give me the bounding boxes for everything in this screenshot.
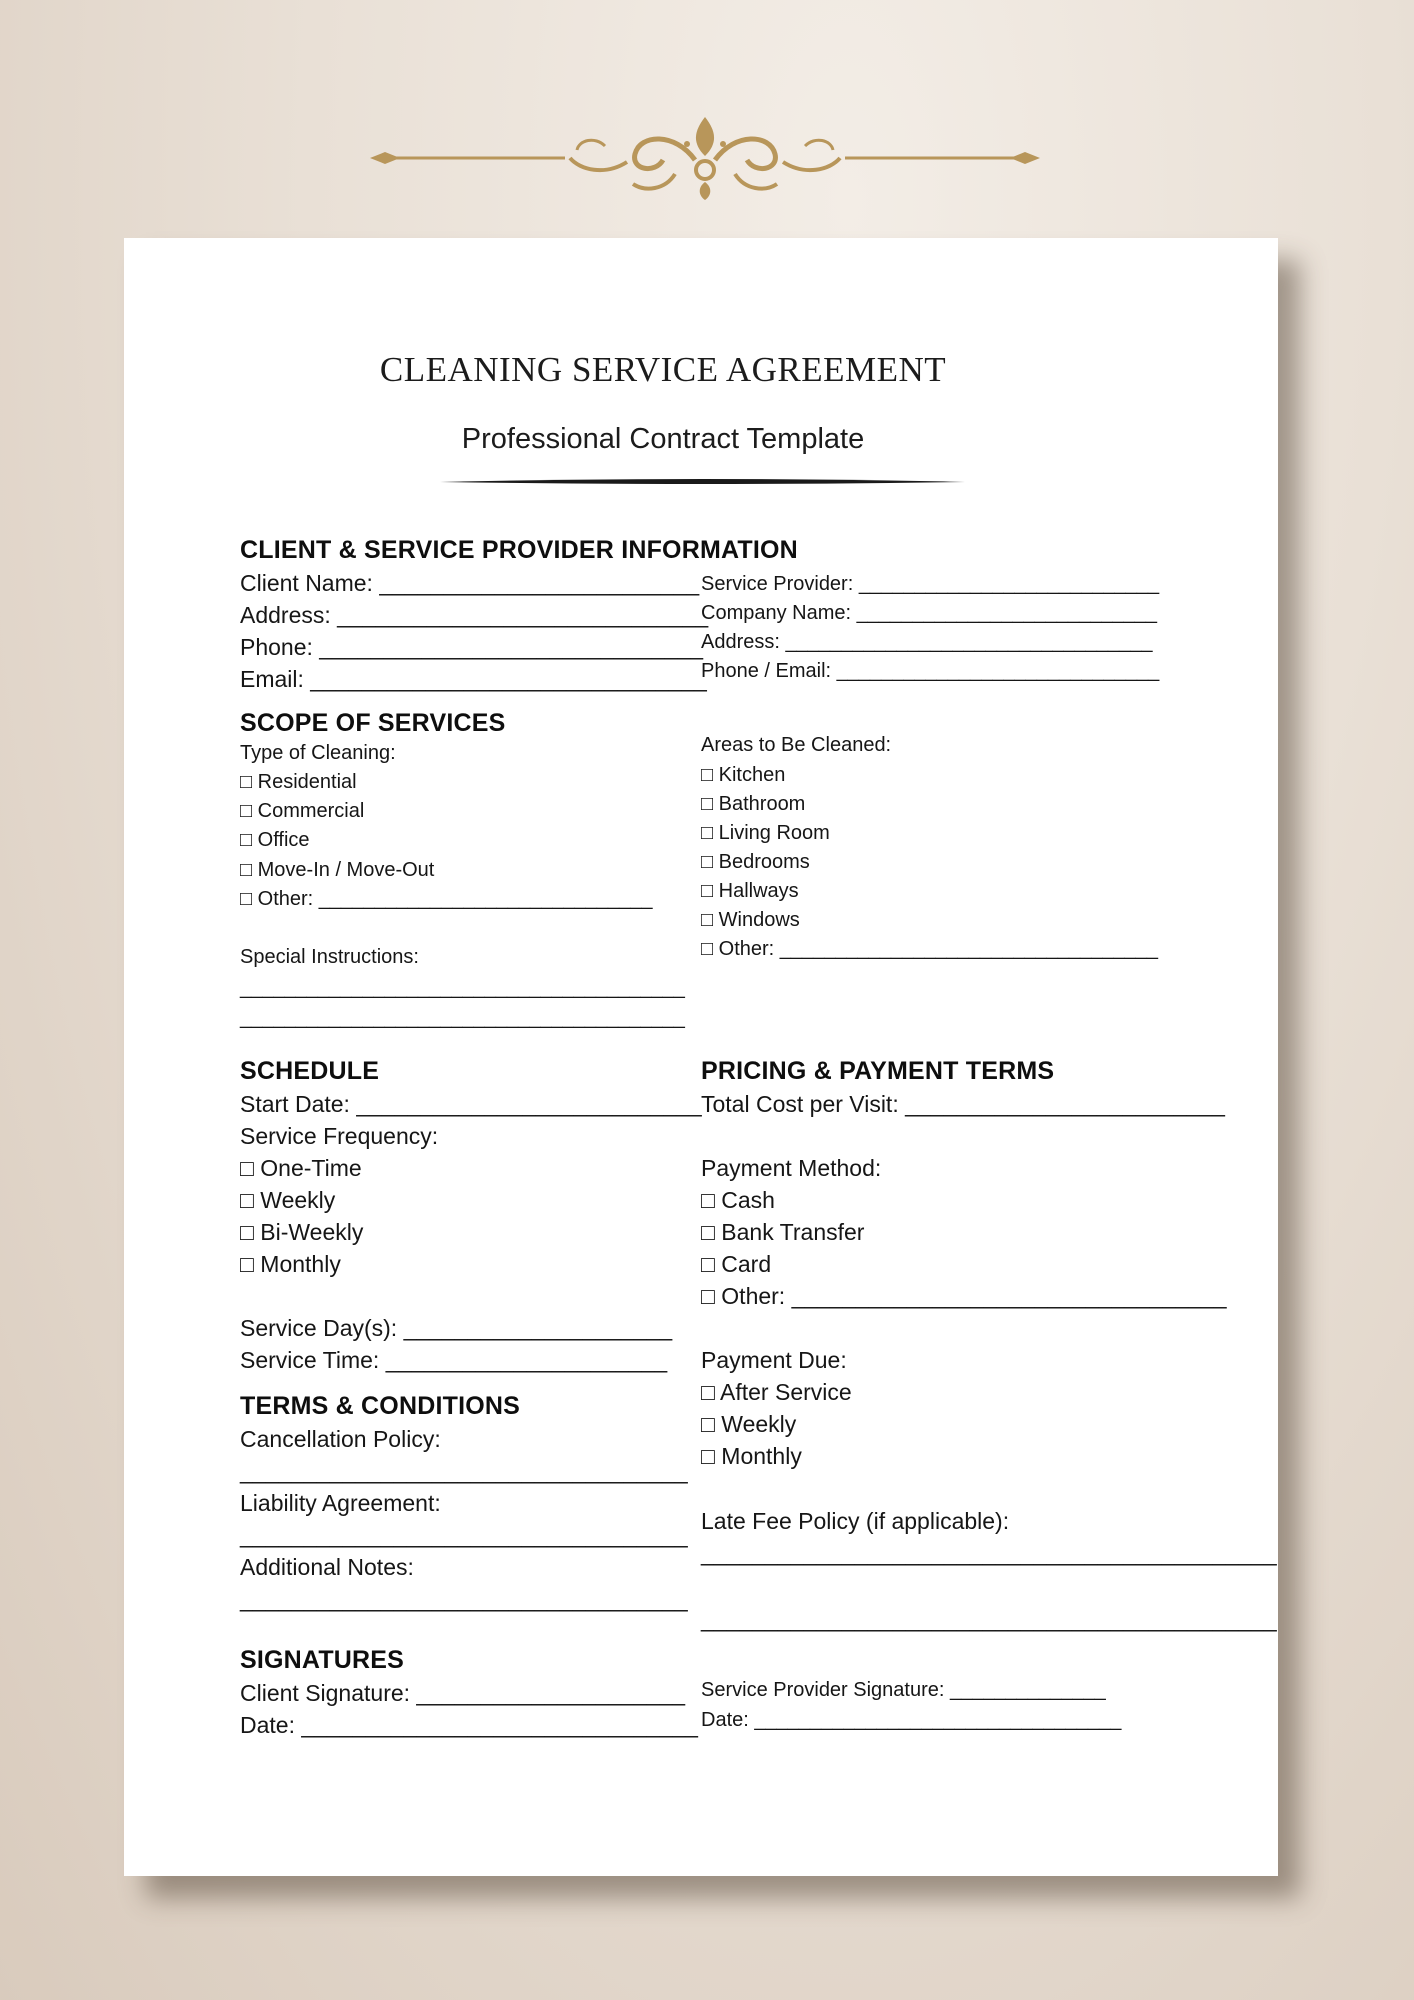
frequency-option-bi-weekly[interactable]: □ Bi-Weekly (240, 1219, 364, 1245)
cancellation-policy-line[interactable]: ___________________________________ (240, 1458, 688, 1484)
liability-agreement-line[interactable]: ___________________________________ (240, 1522, 688, 1548)
type-option-move-in-out[interactable]: □ Move-In / Move-Out (240, 859, 435, 881)
payment-due-label: Payment Due: (701, 1347, 847, 1373)
special-instructions-line-1[interactable]: ________________________________________ (240, 977, 685, 999)
page-subtitle: Professional Contract Template (461, 423, 865, 455)
special-instructions-label: Special Instructions: (240, 946, 419, 968)
provider-address-field[interactable]: Address: _________________________________ (701, 631, 1153, 653)
service-provider-field[interactable]: Service Provider: ___________________________ (701, 573, 1160, 595)
type-option-commercial[interactable]: □ Commercial (240, 800, 365, 822)
area-option-kitchen[interactable]: □ Kitchen (701, 764, 786, 786)
provider-signature-field[interactable]: Service Provider Signature: ______________ (701, 1679, 1106, 1701)
client-name-field[interactable]: Client Name: _________________________ (240, 570, 700, 596)
scope-heading: SCOPE OF SERVICES (240, 709, 506, 737)
schedule-heading: SCHEDULE (240, 1057, 380, 1085)
frequency-option-weekly[interactable]: □ Weekly (240, 1187, 336, 1213)
additional-notes-label: Additional Notes: (240, 1554, 414, 1580)
method-option-cash[interactable]: □ Cash (701, 1187, 775, 1213)
late-fee-line-1[interactable]: _____________________________________________ (701, 1540, 1277, 1566)
pricing-heading: PRICING & PAYMENT TERMS (701, 1057, 1055, 1085)
client-email-field[interactable]: Email: _______________________________ (240, 666, 707, 692)
area-option-other[interactable]: □ Other: __________________________________ (701, 938, 1158, 960)
area-option-hallways[interactable]: □ Hallways (701, 880, 799, 902)
client-signature-field[interactable]: Client Signature: _____________________ (240, 1680, 686, 1706)
client-address-field[interactable]: Address: _____________________________ (240, 602, 709, 628)
company-name-field[interactable]: Company Name: ___________________________ (701, 602, 1157, 624)
method-option-other[interactable]: □ Other: __________________________________ (701, 1283, 1227, 1309)
service-days-field[interactable]: Service Day(s): _____________________ (240, 1315, 673, 1341)
special-instructions-line-2[interactable]: ________________________________________ (240, 1007, 685, 1029)
client-date-field[interactable]: Date: _______________________________ (240, 1712, 698, 1738)
late-fee-label: Late Fee Policy (if applicable): (701, 1508, 1010, 1534)
payment-method-label: Payment Method: (701, 1155, 882, 1181)
frequency-option-one-time[interactable]: □ One-Time (240, 1155, 362, 1181)
due-option-after-service[interactable]: □ After Service (701, 1379, 852, 1405)
page-title: CLEANING SERVICE AGREEMENT (379, 350, 947, 389)
type-option-residential[interactable]: □ Residential (240, 771, 357, 793)
method-option-bank-transfer[interactable]: □ Bank Transfer (701, 1219, 865, 1245)
areas-to-be-cleaned-label: Areas to Be Cleaned: (701, 734, 892, 756)
type-of-cleaning-label: Type of Cleaning: (240, 742, 396, 764)
signatures-heading: SIGNATURES (240, 1646, 405, 1674)
area-option-bedrooms[interactable]: □ Bedrooms (701, 851, 810, 873)
additional-notes-line[interactable]: ___________________________________ (240, 1586, 688, 1612)
area-option-windows[interactable]: □ Windows (701, 909, 800, 931)
total-cost-field[interactable]: Total Cost per Visit: _________________________ (701, 1091, 1225, 1117)
gold-flourish-ornament-icon (365, 112, 1045, 202)
start-date-field[interactable]: Start Date: ___________________________ (240, 1091, 702, 1117)
liability-agreement-label: Liability Agreement: (240, 1490, 441, 1516)
service-time-field[interactable]: Service Time: ______________________ (240, 1347, 668, 1373)
title-divider (440, 476, 965, 488)
due-option-weekly[interactable]: □ Weekly (701, 1411, 797, 1437)
method-option-card[interactable]: □ Card (701, 1251, 772, 1277)
area-option-living-room[interactable]: □ Living Room (701, 822, 830, 844)
frequency-option-monthly[interactable]: □ Monthly (240, 1251, 341, 1277)
area-option-bathroom[interactable]: □ Bathroom (701, 793, 806, 815)
client-provider-heading: CLIENT & SERVICE PROVIDER INFORMATION (240, 536, 798, 564)
provider-phone-email-field[interactable]: Phone / Email: _____________________________ (701, 660, 1160, 682)
type-option-other[interactable]: □ Other: ______________________________ (240, 888, 653, 910)
cancellation-policy-label: Cancellation Policy: (240, 1426, 441, 1452)
service-frequency-label: Service Frequency: (240, 1123, 439, 1149)
provider-date-field[interactable]: Date: _________________________________ (701, 1709, 1122, 1731)
terms-heading: TERMS & CONDITIONS (240, 1392, 520, 1420)
due-option-monthly[interactable]: □ Monthly (701, 1443, 802, 1469)
type-option-office[interactable]: □ Office (240, 829, 310, 851)
client-phone-field[interactable]: Phone: ______________________________ (240, 634, 704, 660)
late-fee-line-2[interactable]: _____________________________________________ (701, 1606, 1277, 1632)
